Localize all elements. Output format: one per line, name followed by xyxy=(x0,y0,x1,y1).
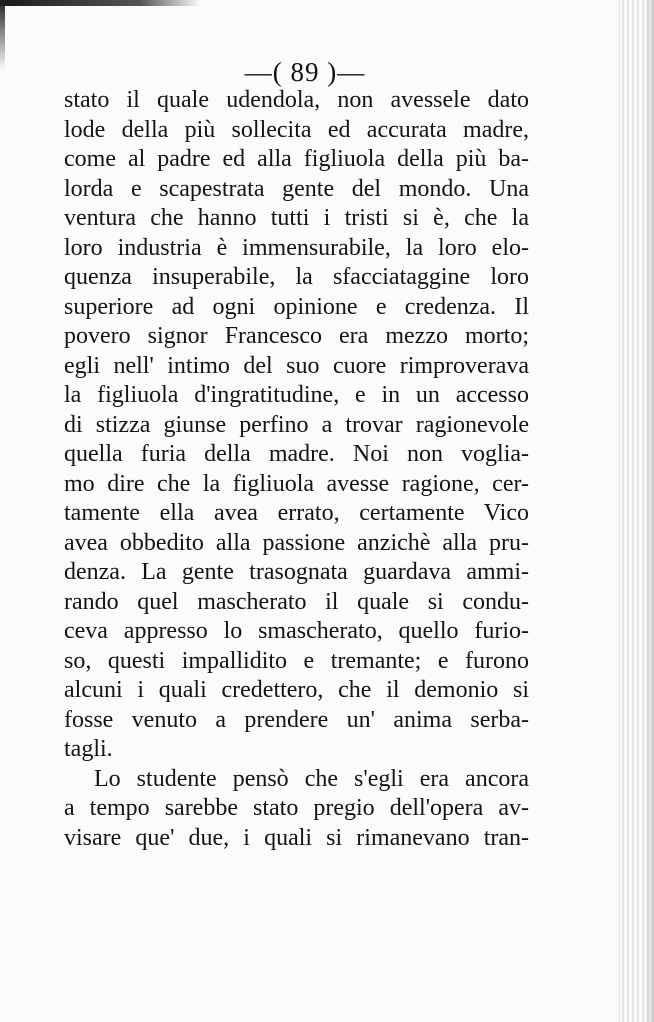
text-line: ceva appresso lo smascherato, quello furio- xyxy=(64,618,529,644)
text-line: povero signor Francesco era mezzo morto; xyxy=(64,323,529,349)
text-line: lode della più sollecita ed accurata madre, xyxy=(64,116,529,143)
text-line: tamente ella avea errato, certamente Vico xyxy=(64,500,529,526)
paragraph xyxy=(64,86,529,765)
paragraph xyxy=(64,765,529,854)
text-line: ventura che hanno tutti i tristi si è, che la xyxy=(64,205,529,231)
page-edge-shade xyxy=(644,0,654,1022)
text-body xyxy=(64,86,529,853)
text-line: denza. La gente trasognata guardava ammi- xyxy=(64,559,529,585)
binding-shadow-top xyxy=(0,0,200,6)
text-line: egli nell' intimo del suo cuore rimproverava xyxy=(64,352,529,379)
text-line: fosse venuto a prendere un' anima serba- xyxy=(64,706,529,733)
text-line: quenza insuperabile, la sfacciataggine loro xyxy=(64,264,529,290)
text-line: a tempo sarebbe stato pregio dell'opera av- xyxy=(64,795,529,821)
text-line: la figliuola d'ingratitudine, e in un accesso xyxy=(64,382,529,408)
text-line: superiore ad ogni opinione e credenza. Il xyxy=(64,293,529,320)
text-line: quella furia della madre. Noi non voglia- xyxy=(64,441,529,467)
text-line: lorda e scapestrata gente del mondo. Una xyxy=(64,175,529,202)
text-line: stato il quale udendola, non avessele dato xyxy=(64,87,529,113)
text-line: mo dire che la figliuola avesse ragione, cer- xyxy=(64,470,529,497)
text-line: rando quel mascherato il quale si condu- xyxy=(64,588,529,615)
text-line: di stizza giunse perfino a trovar ragionevole xyxy=(64,411,529,438)
text-line: avea obbedito alla passione anzichè alla pru- xyxy=(64,529,529,556)
text-line: come al padre ed alla figliuola della più ba- xyxy=(64,146,529,172)
text-line: alcuni i quali credettero, che il demonio si xyxy=(64,677,529,703)
page-number: —( 89 )— xyxy=(244,57,366,87)
text-line: so, questi impallidito e tremante; e furono xyxy=(64,647,529,674)
text-line: loro industria è immensurabile, la loro elo- xyxy=(64,234,529,261)
text-line: visare que' due, i quali si rimanevano tran- xyxy=(64,824,529,851)
text-line: tagli. xyxy=(64,736,113,762)
text-line: Lo studente pensò che s'egli era ancora xyxy=(94,765,529,792)
